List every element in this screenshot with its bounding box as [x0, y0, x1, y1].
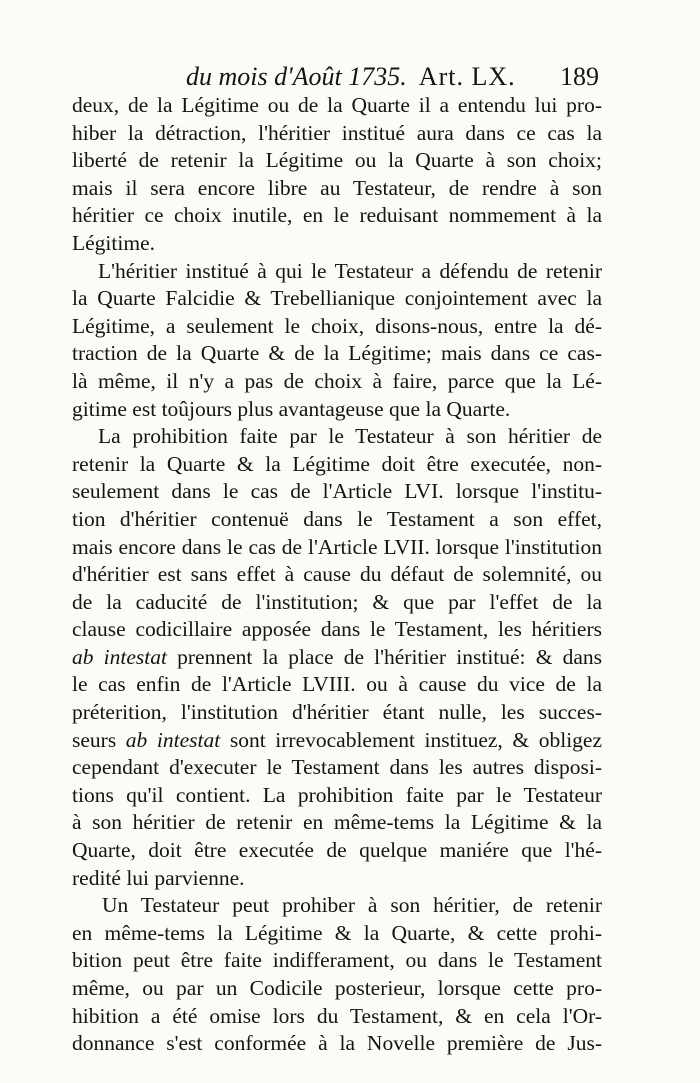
paragraph — [72, 892, 602, 1058]
text-line: ab intestat prennent la place de l'héritier institué: & dans — [72, 644, 602, 669]
text-line: donnance s'est conformée à la Novelle première de Jus- — [72, 1031, 602, 1056]
text-line: là même, il n'y a pas de choix à faire, parce que la Lé- — [72, 368, 602, 393]
body-text — [72, 92, 602, 1058]
text-line: hiber la détraction, l'héritier institué aura dans ce cas la — [72, 120, 602, 145]
running-head-article: Art. LX. — [418, 62, 516, 91]
text-line: redité lui parvienne. — [72, 865, 245, 890]
text-line: tion d'héritier contenuë dans le Testament a son effet, — [72, 506, 602, 531]
page-number: 189 — [560, 62, 599, 91]
text-line: en même-tems la Légitime & la Quarte, & cette prohi- — [72, 920, 602, 945]
text-line: de la caducité de l'institution; & que par l'effet de la — [72, 589, 602, 614]
text-line: Légitime. — [72, 230, 155, 255]
text-line: mais il sera encore libre au Testateur, de rendre à son — [72, 175, 602, 200]
running-head — [0, 60, 700, 94]
text-line: Légitime, a seulement le choix, disons-nous, entre la dé- — [72, 313, 602, 338]
text-line: seulement dans le cas de l'Article LVI. lorsque l'institu- — [72, 479, 602, 504]
text-line: gitime est toûjours plus avantageuse que la Quarte. — [72, 396, 511, 421]
text-line: liberté de retenir la Légitime ou la Quarte à son choix; — [72, 148, 602, 173]
text-line: le cas enfin de l'Article LVIII. ou à cause du vice de la — [72, 672, 602, 697]
text-line: d'héritier est sans effet à cause du défaut de solemnité, ou — [72, 562, 602, 587]
text-line: cependant d'executer le Testament dans les autres disposi- — [72, 755, 602, 780]
latin-phrase: ab intestat — [72, 644, 167, 669]
text-line: préterition, l'institution d'héritier étant nulle, les succes- — [72, 700, 602, 725]
text-line: mais encore dans le cas de l'Article LVII. lorsque l'institution — [72, 534, 602, 559]
text-line: tions qu'il contient. La prohibition faite par le Testateur — [72, 782, 602, 807]
text-line: traction de la Quarte & de la Légitime; mais dans ce cas- — [72, 341, 602, 366]
text-line: retenir la Quarte & la Légitime doit être executée, non- — [72, 451, 602, 476]
text-line: Quarte, doit être executée de quelque maniére que l'hé- — [72, 838, 602, 863]
text-line: héritier ce choix inutile, en le reduisant nommement à la — [72, 203, 602, 228]
text-line: hibition a été omise lors du Testament, & en cela l'Or- — [72, 1003, 602, 1028]
text-line: à son héritier de retenir en même-tems la Légitime & la — [72, 810, 602, 835]
paragraph — [72, 258, 602, 424]
text-line: L'héritier institué à qui le Testateur a défendu de retenir — [98, 258, 602, 283]
paragraph — [72, 423, 602, 892]
text-line: La prohibition faite par le Testateur à son héritier de — [98, 424, 602, 449]
text-line: seurs ab intestat sont irrevocablement instituez, & obligez — [72, 727, 602, 752]
text-line: deux, de la Légitime ou de la Quarte il a entendu lui pro- — [72, 93, 602, 117]
text-line: la Quarte Falcidie & Trebellianique conjointement avec la — [72, 286, 602, 311]
text-line: même, ou par un Codicile posterieur, lorsque cette pro- — [72, 976, 602, 1000]
paragraph — [72, 92, 602, 258]
text-line: bition peut être faite indifferament, ou dans le Testament — [72, 948, 602, 973]
text-line: clause codicillaire apposée dans le Testament, les héritiers — [72, 617, 602, 642]
running-head-title — [186, 60, 516, 94]
running-head-date: du mois d'Août 1735. — [186, 62, 407, 91]
latin-phrase: ab intestat — [125, 727, 221, 752]
text-line: Un Testateur peut prohiber à son héritier, de retenir — [102, 893, 602, 918]
